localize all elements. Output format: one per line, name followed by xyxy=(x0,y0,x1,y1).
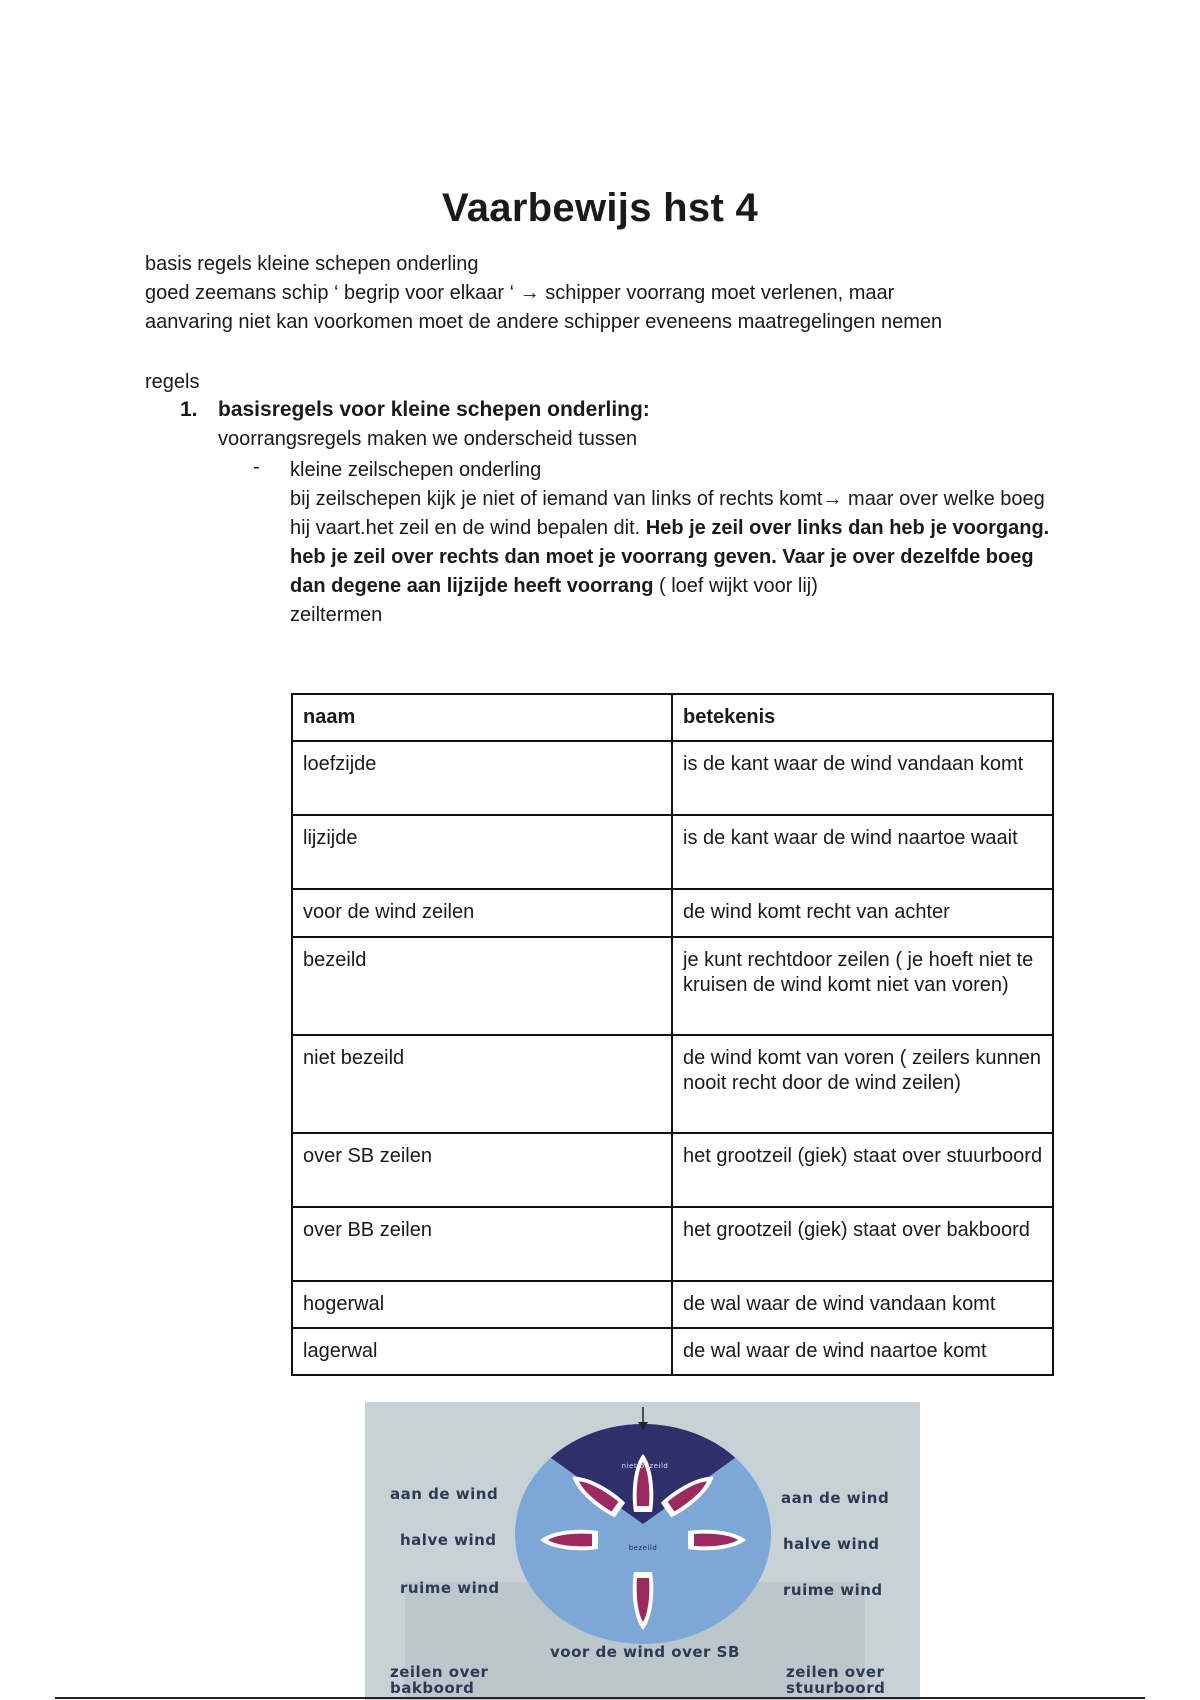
center-zone-label: bezeild xyxy=(628,1544,658,1552)
table-header-row xyxy=(292,694,1053,741)
term-meaning: het grootzeil (giek) staat over stuurboord xyxy=(672,1133,1053,1207)
section-heading: basisregels voor kleine schepen onderling: xyxy=(218,398,650,421)
zeiltermen-label: zeiltermen xyxy=(290,604,383,626)
left-course-label: aan de wind xyxy=(390,1485,499,1503)
right-course-label: aan de wind xyxy=(781,1489,890,1507)
term-name: lagerwal xyxy=(292,1328,672,1375)
term-meaning: de wind komt van voren ( zeilers kunnen nooit recht door de wind zeilen) xyxy=(672,1035,1053,1133)
bullet-block xyxy=(290,456,1050,630)
left-course-label: ruime wind xyxy=(400,1579,500,1597)
term-meaning: de wind komt recht van achter xyxy=(672,889,1053,937)
intro-line-3: aanvaring niet kan voorkomen moet de andere schipper eveneens maatregelingen nemen xyxy=(145,311,943,333)
term-name: niet bezeild xyxy=(292,1035,672,1133)
top-zone-label: niet bezeild xyxy=(621,1462,669,1470)
bottom-right-label-1: zeilen over xyxy=(786,1663,885,1681)
left-course-label: halve wind xyxy=(400,1531,497,1549)
column-header-betekenis: betekenis xyxy=(672,694,1053,741)
term-meaning: de wal waar de wind vandaan komt xyxy=(672,1281,1053,1328)
bullet-body-bold: Heb je zeil over links dan heb je voorgang. heb je zeil over rechts dan moet je voorrang geven. Vaar je over dezelfde boeg dan degene aan lijzijde heeft voorrang xyxy=(290,517,1050,597)
bullet-marker: - xyxy=(253,456,260,478)
table-row xyxy=(292,1328,1053,1375)
right-course-label: halve wind xyxy=(783,1535,880,1553)
term-name: voor de wind zeilen xyxy=(292,889,672,937)
term-meaning: het grootzeil (giek) staat over bakboord xyxy=(672,1207,1053,1281)
term-meaning: de wal waar de wind naartoe komt xyxy=(672,1328,1053,1375)
regels-label: regels xyxy=(145,371,200,393)
term-name: loefzijde xyxy=(292,741,672,815)
table-row xyxy=(292,1207,1053,1281)
bottom-right-label-2: stuurboord xyxy=(786,1679,886,1697)
bullet-body xyxy=(290,485,1050,601)
term-name: over BB zeilen xyxy=(292,1207,672,1281)
table-row xyxy=(292,1035,1053,1133)
right-course-label: ruime wind xyxy=(783,1581,883,1599)
term-name: hogerwal xyxy=(292,1281,672,1328)
table-row xyxy=(292,937,1053,1035)
bullet-body-plain-end: ( loef wijkt voor lij) xyxy=(653,575,818,597)
table-row xyxy=(292,889,1053,937)
bottom-center-label: voor de wind over SB xyxy=(550,1643,740,1661)
term-name: bezeild xyxy=(292,937,672,1035)
terms-table xyxy=(291,693,1054,1376)
section-number: 1. xyxy=(180,398,198,421)
bullet-title: kleine zeilschepen onderling xyxy=(290,459,542,481)
table-row xyxy=(292,1133,1053,1207)
bullet-body-plain: bij zeilschepen kijk je niet of iemand van links of rechts komt→ maar over welke boeg hij vaart.het zeil en de wind bepalen dit. xyxy=(290,488,1045,539)
bottom-left-label-2: bakboord xyxy=(390,1679,475,1697)
page-title: Vaarbewijs hst 4 xyxy=(441,186,759,230)
term-meaning: is de kant waar de wind vandaan komt xyxy=(672,741,1053,815)
intro-line-2: goed zeemans schip ‘ begrip voor elkaar ‘ → schipper voorrang moet verlenen, maar xyxy=(145,282,895,304)
table-row xyxy=(292,741,1053,815)
term-meaning: is de kant waar de wind naartoe waait xyxy=(672,815,1053,889)
table-row xyxy=(292,1281,1053,1328)
section-subtext: voorrangsregels maken we onderscheid tussen xyxy=(218,428,638,450)
term-name: over SB zeilen xyxy=(292,1133,672,1207)
table-row xyxy=(292,815,1053,889)
bottom-left-label-1: zeilen over xyxy=(390,1663,489,1681)
term-name: lijzijde xyxy=(292,815,672,889)
intro-line-1: basis regels kleine schepen onderling xyxy=(145,253,479,275)
page-bottom-rule xyxy=(55,1697,1145,1699)
term-meaning: je kunt rechtdoor zeilen ( je hoeft niet te kruisen de wind komt niet van voren) xyxy=(672,937,1053,1035)
sailing-course-diagram xyxy=(365,1402,920,1700)
column-header-naam: naam xyxy=(292,694,672,741)
